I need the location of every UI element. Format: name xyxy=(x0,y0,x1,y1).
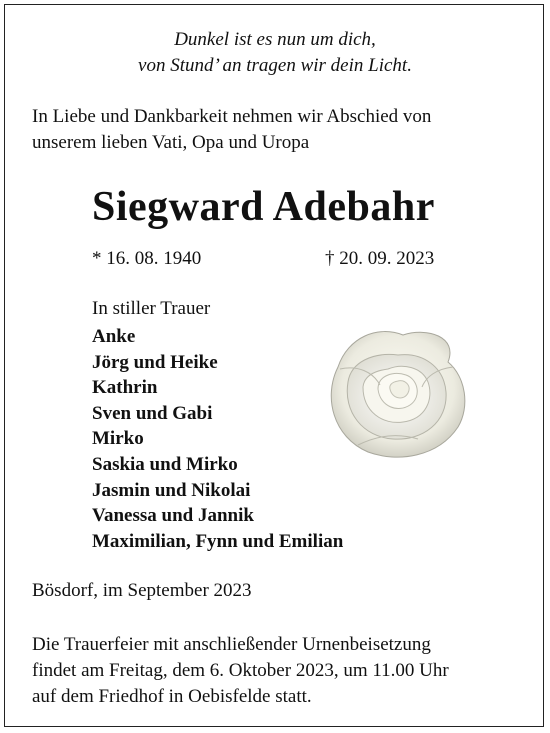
funeral-info xyxy=(32,632,520,710)
mourner-name: Vanessa und Jannik xyxy=(92,505,254,527)
poem-line-1: Dunkel ist es nun um dich, xyxy=(174,29,376,50)
mourner-name: Anke xyxy=(92,326,136,347)
intro-line-2: unserem lieben Vati, Opa und Uropa xyxy=(32,132,310,153)
mourner-name: Jörg und Heike xyxy=(92,351,218,373)
intro-line-1: In Liebe und Dankbarkeit nehmen wir Abschied von xyxy=(32,106,432,127)
funeral-line-2: findet am Freitag, dem 6. Oktober 2023, um 11.00 Uhr xyxy=(32,660,449,681)
memorial-poem xyxy=(0,27,550,79)
funeral-line-1: Die Trauerfeier mit anschließender Urnenbeisetzung xyxy=(32,634,431,655)
death-date: † 20. 09. 2023 xyxy=(325,248,435,269)
birth-date: * 16. 08. 1940 xyxy=(92,248,202,269)
mourner-name: Mirko xyxy=(92,428,144,450)
funeral-line-3: auf dem Friedhof in Oebisfelde statt. xyxy=(32,686,312,707)
white-rose-icon xyxy=(318,327,468,461)
place-and-date: Bösdorf, im September 2023 xyxy=(32,580,252,601)
mourner-name: Kathrin xyxy=(92,377,158,399)
mourner-name: Sven und Gabi xyxy=(92,402,213,424)
poem-line-2: von Stund’ an tragen wir dein Licht. xyxy=(138,55,412,76)
farewell-intro xyxy=(32,104,520,156)
mourner-name: Maximilian, Fynn und Emilian xyxy=(92,530,344,552)
mourner-name: Saskia und Mirko xyxy=(92,453,238,475)
mourner-list xyxy=(92,324,343,554)
deceased-name: Siegward Adebahr xyxy=(92,184,435,230)
mourner-name: Jasmin und Nikolai xyxy=(92,479,251,501)
mourning-label: In stiller Trauer xyxy=(92,298,211,319)
